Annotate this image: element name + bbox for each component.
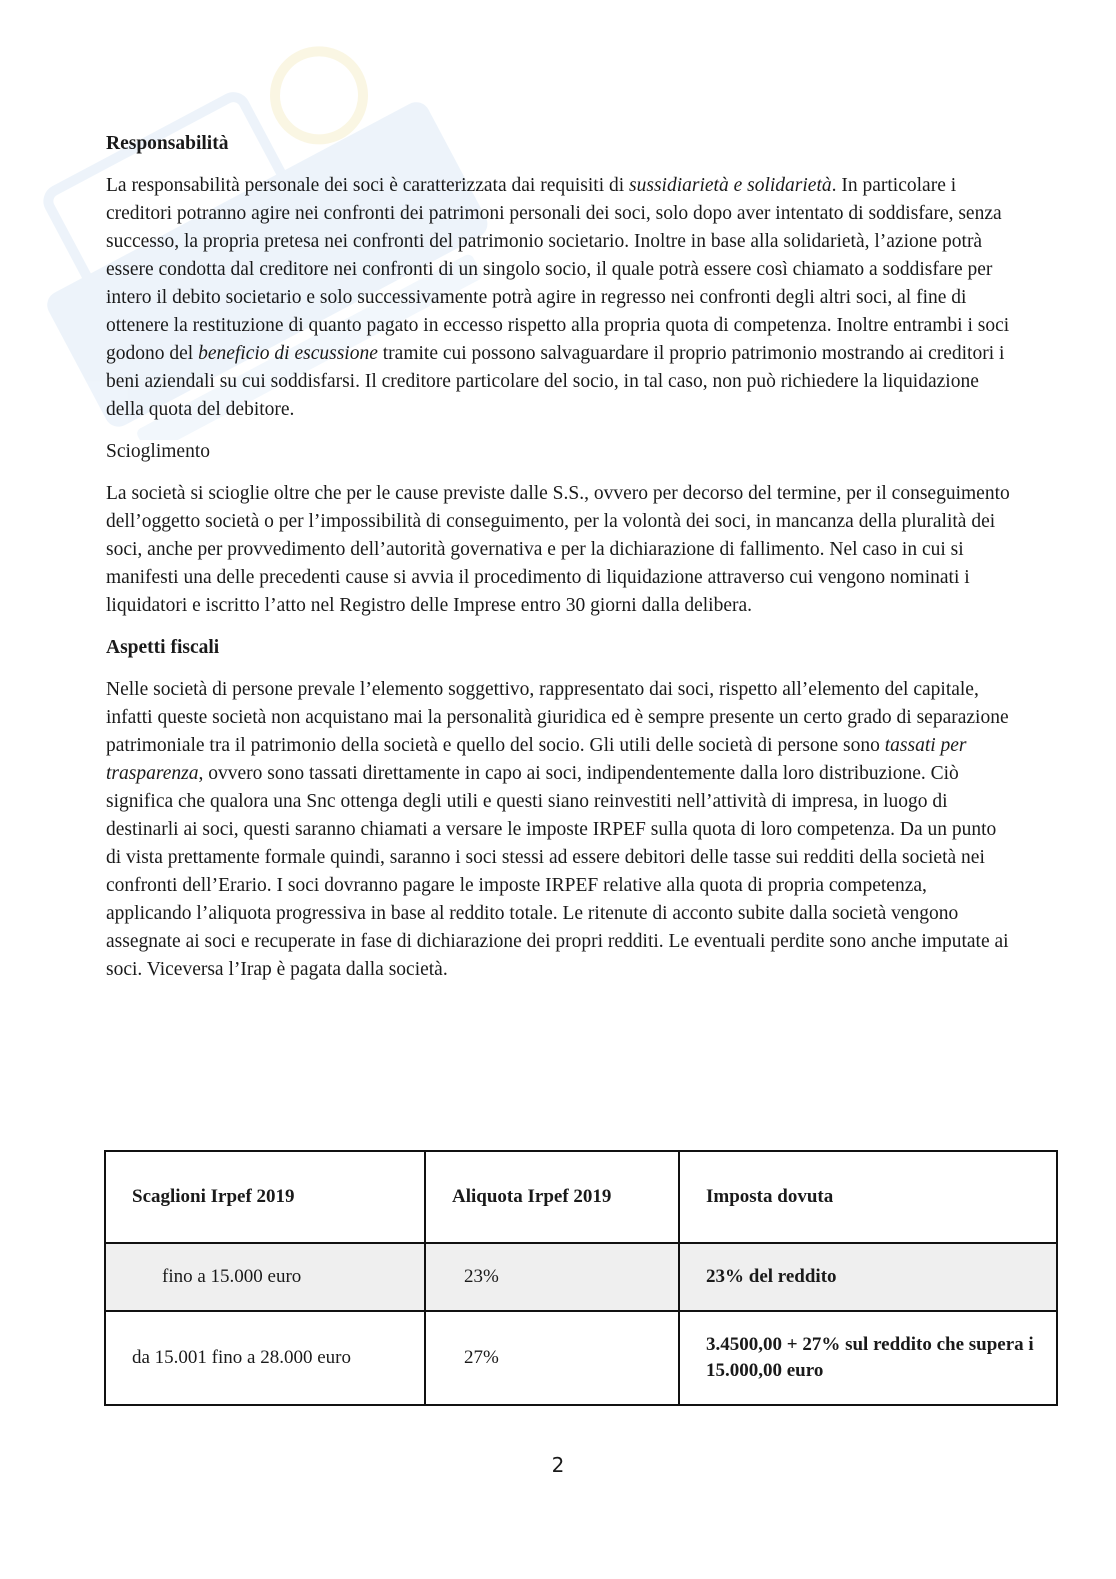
table-header-row xyxy=(105,1151,1057,1243)
table-row xyxy=(105,1243,1057,1311)
table-header-cell: Imposta dovuta xyxy=(679,1151,1057,1243)
irpef-table-wrapper xyxy=(104,1150,1058,1406)
table-header-cell: Aliquota Irpef 2019 xyxy=(425,1151,679,1243)
table-cell: 3.4500,00 + 27% sul reddito che supera i 15.000,00 euro xyxy=(679,1311,1057,1405)
table-cell: 27% xyxy=(425,1311,679,1405)
paragraph-scioglimento: La società si scioglie oltre che per le cause previste dalle S.S., ovvero per decorso del termine, per il conseguimento dell’oggetto società o per l’impossibilità di conseguimento, per la volontà dei soci, in mancanza della pluralità dei soci, anche per provvedimento dell’autorità governativa e per la dichiarazione di fallimento. Nel caso in cui si manifesti una delle precedenti cause si avvia il procedimento di liquidazione attraverso cui vengono nominati i liquidatori e iscritto l’atto nel Registro delle Imprese entro 30 giorni dalla delibera. xyxy=(106,483,1010,616)
table-cell: fino a 15.000 euro xyxy=(105,1243,425,1311)
section-heading-aspetti-fiscali: Aspetti fiscali xyxy=(106,637,220,658)
table-cell: 23% xyxy=(425,1243,679,1311)
page-number: 2 xyxy=(551,1453,565,1477)
table-cell: da 15.001 fino a 28.000 euro xyxy=(105,1311,425,1405)
table-cell: 23% del reddito xyxy=(679,1243,1057,1311)
section-heading-responsabilita: Responsabilità xyxy=(106,133,229,154)
paragraph-responsabilita: La responsabilità personale dei soci è caratterizzata dai requisiti di sussidiarietà e solidarietà. In particolare i creditori potranno agire nei confronti dei patrimoni personali dei soci, solo dopo aver intentato di soddisfare, senza successo, la propria pretesa nei confronti del patrimonio societario. Inoltre in base alla solidarietà, l’azione potrà essere condotta dal creditore nei confronti di un singolo socio, il quale potrà essere così chiamato a soddisfare per intero il debito societario e solo successivamente potrà agire in regresso nei confronti degli altri soci, al fine di ottenere la restituzione di quanto pagato in eccesso rispetto alla propria quota di competenza. Inoltre entrambi i soci godono del beneficio di escussione tramite cui possono salvaguardare il proprio patrimonio mostrando ai creditori i beni aziendali su cui soddisfarsi. Il creditore particolare del socio, in tal caso, non può richiedere la liquidazione della quota del debitore. xyxy=(106,175,1010,420)
table-row xyxy=(105,1311,1057,1405)
table-header-cell: Scaglioni Irpef 2019 xyxy=(105,1151,425,1243)
section-heading-scioglimento: Scioglimento xyxy=(106,441,210,462)
paragraph-aspetti-fiscali: Nelle società di persone prevale l’elemento soggettivo, rappresentato dai soci, rispetto all’elemento del capitale, infatti queste società non acquistano mai la personalità giuridica ed è sempre presente un certo grado di separazione patrimoniale tra il patrimonio della società e quello del socio. Gli utili delle società di persone sono tassati per trasparenza, ovvero sono tassati direttamente in capo ai soci, indipendentemente dalla loro distribuzione. Ciò significa che qualora una Snc ottenga degli utili e questi siano reinvestiti nell’attività di impresa, in luogo di destinarli ai soci, questi saranno chiamati a versare le imposte IRPEF sulla quota di loro competenza. Da un punto di vista prettamente formale quindi, saranno i soci stessi ad essere debitori delle tasse sui redditi della società nei confronti dell’Erario. I soci dovranno pagare le imposte IRPEF relative alla quota di propria competenza, applicando l’aliquota progressiva in base al reddito totale. Le ritenute di acconto subite dalla società vengono assegnate ai soci e recuperate in fase di dichiarazione dei propri redditi. Le eventuali perdite sono anche imputate ai soci. Viceversa l’Irap è pagata dalla società. xyxy=(106,679,1009,980)
document-body xyxy=(106,130,1011,998)
irpef-table xyxy=(104,1150,1058,1406)
